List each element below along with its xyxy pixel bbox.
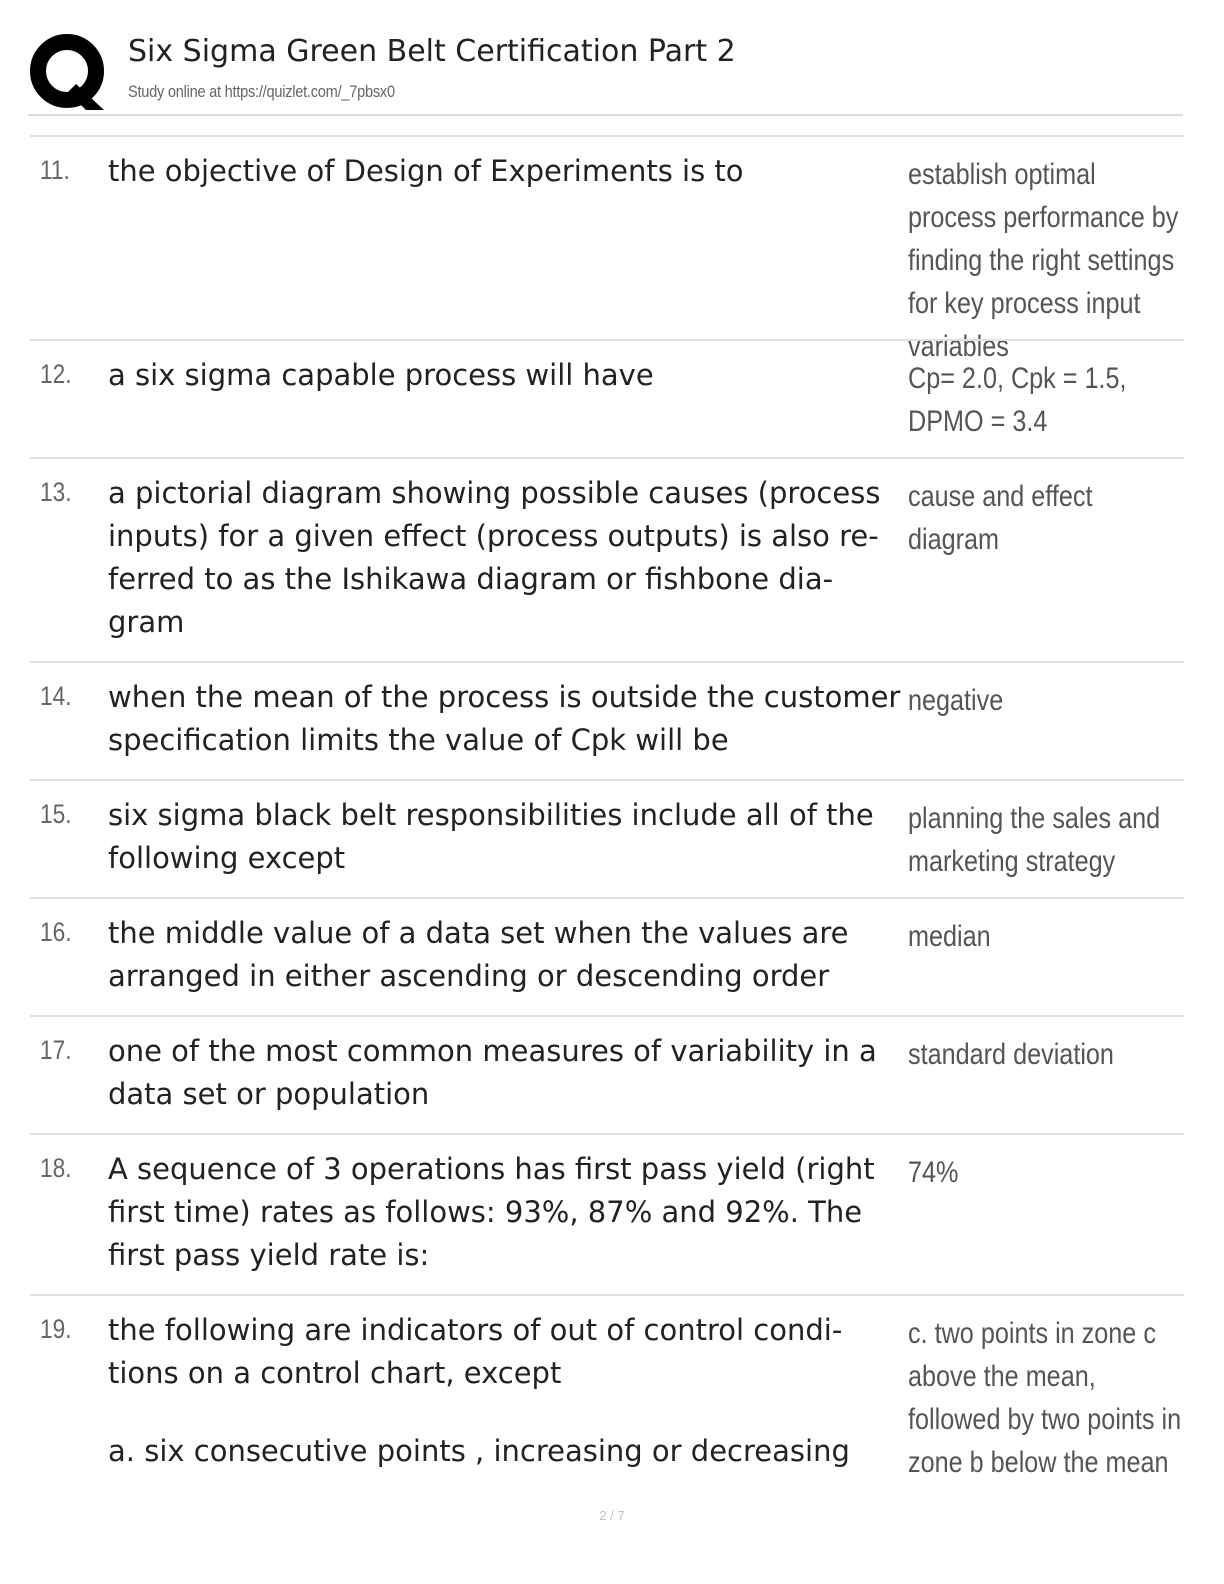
flashcard-row xyxy=(30,339,1184,457)
card-term-text: the following are indicators of out of control condi- tions on a control chart, except xyxy=(108,1313,843,1390)
card-number: 13. xyxy=(40,477,72,507)
card-definition: establish optimal process performance by finding the right settings for key process input variables xyxy=(908,158,1179,363)
card-number: 17. xyxy=(40,1035,72,1065)
page-number: 2 / 7 xyxy=(599,1508,625,1523)
page-header xyxy=(28,28,1183,116)
study-online-link[interactable]: Study online at https://quizlet.com/_7pbsx0 xyxy=(128,82,395,101)
card-definition: median xyxy=(908,920,991,953)
flashcard-row xyxy=(30,457,1184,661)
card-number: 18. xyxy=(40,1153,72,1183)
card-definition: planning the sales and marketing strategy xyxy=(908,802,1161,878)
card-number: 12. xyxy=(40,359,72,389)
card-term: the objective of Design of Experiments is to xyxy=(108,154,744,188)
flashcard-row xyxy=(30,661,1184,779)
card-definition: standard deviation xyxy=(908,1038,1114,1071)
flashcard-row xyxy=(30,135,1184,363)
card-term: when the mean of the process is outside the customer specification limits the value of Cpk will be xyxy=(108,680,901,757)
page-title: Six Sigma Green Belt Certification Part 2 xyxy=(128,34,736,69)
flashcard-list xyxy=(30,135,1184,1494)
card-term-option: a. six consecutive points , increasing or decreasing xyxy=(108,1434,850,1468)
card-definition: cause and effect diagram xyxy=(908,480,1093,556)
card-definition: Cp= 2.0, Cpk = 1.5, DPMO = 3.4 xyxy=(908,362,1127,438)
flashcard-row xyxy=(30,897,1184,1015)
quizlet-logo-icon xyxy=(30,34,108,112)
card-term xyxy=(108,1309,908,1473)
flashcard-row xyxy=(30,1015,1184,1133)
card-number: 15. xyxy=(40,799,72,829)
card-term: A sequence of 3 operations has first pass yield (right first time) rates as follows: 93%, 87% and 92%. The first pass yield rate is: xyxy=(108,1152,875,1272)
card-number: 14. xyxy=(40,681,72,711)
card-term: six sigma black belt responsibilities include all of the following except xyxy=(108,798,874,875)
flashcard-row xyxy=(30,779,1184,897)
card-term: a six sigma capable process will have xyxy=(108,358,654,392)
card-definition: negative xyxy=(908,684,1004,717)
card-number: 19. xyxy=(40,1314,72,1344)
card-term: a pictorial diagram showing possible causes (process inputs) for a given effect (process outputs) is also re- ferred to as the Ishikawa diagram or fishbone dia- gram xyxy=(108,476,881,639)
flashcard-row xyxy=(30,1133,1184,1294)
card-number: 16. xyxy=(40,917,72,947)
card-term: the middle value of a data set when the values are arranged in either ascending or descending order xyxy=(108,916,849,993)
card-term: one of the most common measures of variability in a data set or population xyxy=(108,1034,877,1111)
card-definition: 74% xyxy=(908,1156,959,1189)
card-number: 11. xyxy=(40,155,70,185)
card-definition: c. two points in zone c above the mean, followed by two points in zone b below the mean xyxy=(908,1317,1182,1479)
flashcard-row xyxy=(30,1294,1184,1494)
